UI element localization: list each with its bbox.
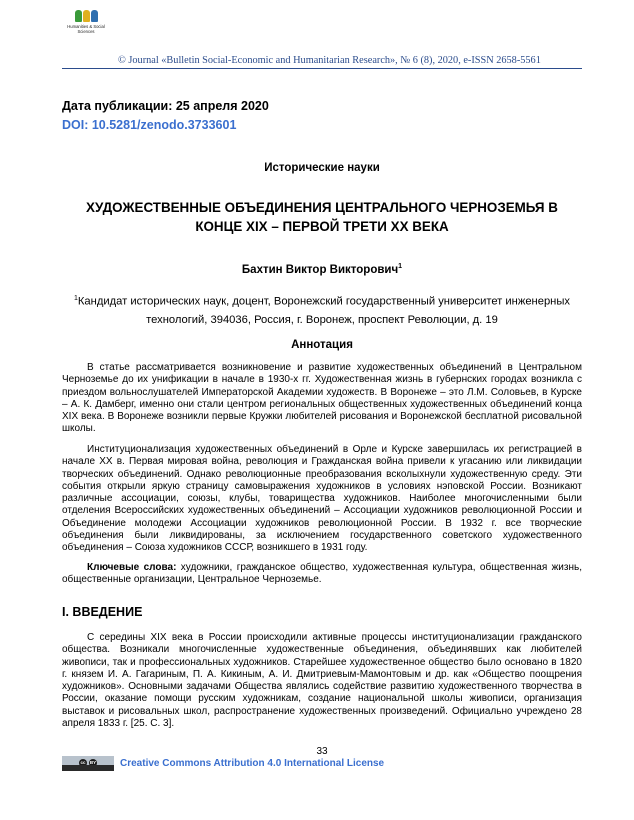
logo-text: Humanities & Social Sciences: [67, 24, 105, 34]
page-number: 33: [316, 746, 328, 757]
keywords-text: художники, гражданское общество, художественная культура, общественная жизнь, общественные организации, Центральное Черноземье.: [62, 562, 582, 586]
author-sup: 1: [398, 263, 403, 270]
intro-paragraph-1: С середины XIX века в России происходили активные процессы институционализации гражданского общества. Возникали многочисленные художественные объединения, объединявших как любителей живописи, так и профессиональных художников. Старейшее художественное общество было основано в 1820 г. князем И. А. Гагариным, П. А. Кикиным, А. И. Дмитриевым-Мамонтовым и др. как «Общество поощрения художников». Основными задачами Общества являлись содействие развитию художественного творчества в России, оказание помощи русским художникам, создание национальной школы живописи, организация выставок и рисовальных школ, распространение художественных произведений. Официально учреждено 28 апреля 1833 г. [25. С. 3].: [62, 632, 582, 730]
keywords: [62, 562, 582, 587]
article-title: [62, 198, 582, 236]
author: [62, 263, 582, 276]
license-link[interactable]: Creative Commons Attribution 4.0 International License: [120, 758, 385, 769]
header-divider: [62, 68, 582, 69]
logo-figure-yellow: [83, 10, 90, 22]
abstract-paragraph-1: В статье рассматривается возникновение и развитие художественных объединений в Центральном Черноземье до их унификации в начале в 1930-х гг. Художественная жизнь в губернских городах возникла с приездом вольнослушателей Императорской Академии художеств. В Воронеже – это Л.М. Соловьев, в Курске – А. К. Дамберг, именно они стали центром региональных общественных художественных объединений конца XIX века. В Воронеже возникли первые Кружки любителей рисования и Воронежской бесплатной рисовальной школы.: [62, 362, 582, 435]
affiliation-sup: 1: [74, 295, 78, 302]
keywords-label: Ключевые слова:: [87, 562, 177, 573]
author-name: Бахтин Виктор Викторович: [241, 263, 399, 276]
cc-badge-strip: [62, 765, 114, 771]
affiliation-line-2: технологий, 394036, Россия, г. Воронеж, проспект Революции, д. 19: [146, 313, 498, 326]
logo-figures-icon: [62, 10, 110, 22]
section-category: Исторические науки: [264, 162, 380, 174]
journal-logo: [62, 8, 110, 66]
intro-heading: I. ВВЕДЕНИЕ: [62, 605, 143, 619]
affiliation: [62, 290, 582, 329]
affiliation-line-1: Кандидат исторических наук, доцент, Воронежский государственный университет инженерных: [77, 295, 570, 308]
logo-figure-blue: [91, 10, 98, 22]
by-icon: BY: [89, 760, 97, 765]
logo-figure-green: [75, 10, 82, 22]
publication-date: Дата публикации: 25 апреля 2020: [62, 99, 269, 113]
abstract-paragraph-2: Институционализация художественных объединений в Орле и Курске завершилась их регистрацией в начале XX в. Первая мировая война, революция и Гражданская война привели к угасанию или ликвидации творческих объединений. Однако революционные преобразования всколыхнули художественную среду. Эти события открыли яркую страницу самовыражения художников в условиях нэповской России. Возникают различные ассоциации, союзы, клубы, товарищества художников. Наиболее многочисленными были отделения Всероссийских художественных объединений – Ассоциации художников революционной России и Объединение молодежи Ассоциации художников революционной России. В 1932 г. все творческие объединения были ликвидированы, за исключением государственного советского художественного объединения – Союза художников СССР, возникшего в 1931 году.: [62, 444, 582, 554]
abstract-heading: Аннотация: [291, 339, 353, 351]
cc-icon: cc: [80, 760, 86, 765]
doi-link[interactable]: DOI: 10.5281/zenodo.3733601: [62, 118, 237, 132]
title-line-2: КОНЦЕ XIX – ПЕРВОЙ ТРЕТИ XX ВЕКА: [195, 219, 449, 234]
journal-header: © Journal «Bulletin Social-Economic and Humanitarian Research», № 6 (8), 2020, e-ISSN 2658-5561: [118, 55, 541, 66]
title-line-1: ХУДОЖЕСТВЕННЫЕ ОБЪЕДИНЕНИЯ ЦЕНТРАЛЬНОГО ЧЕРНОЗЕМЬЯ В: [86, 200, 558, 215]
